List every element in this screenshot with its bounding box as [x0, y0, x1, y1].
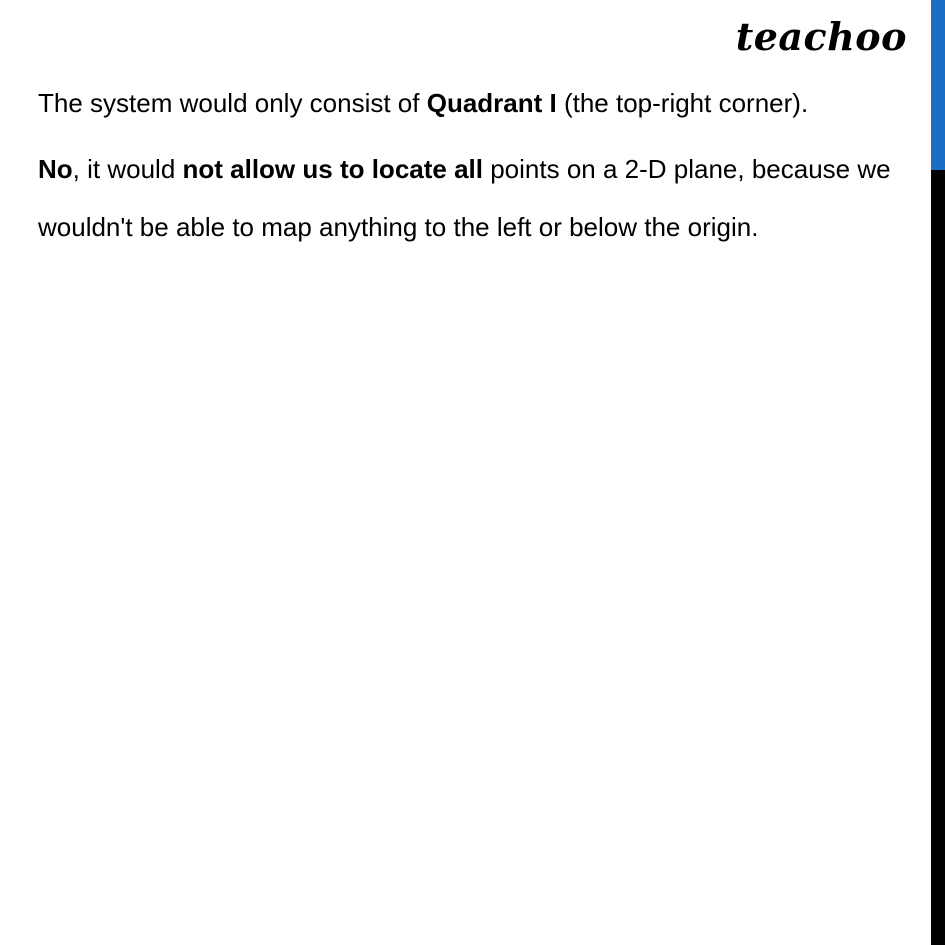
- paragraph-quadrant: [38, 82, 908, 124]
- paragraph-answer: [38, 140, 908, 256]
- quadrant-emphasis: Quadrant I: [426, 88, 557, 118]
- teachoo-logo: teachoo: [735, 14, 907, 59]
- scrollbar-thumb[interactable]: [931, 0, 945, 170]
- answer-content: [38, 82, 908, 256]
- answer-text-1: , it would: [72, 154, 183, 184]
- answer-no-emphasis: No: [38, 154, 73, 184]
- answer-text-2: points on a 2-D plane, because we wouldn't be able to map anything to the left or below the origin.: [38, 154, 891, 242]
- scrollbar[interactable]: [931, 0, 945, 945]
- paragraph-quadrant-text-start: The system would only consist of: [38, 88, 427, 118]
- paragraph-quadrant-text-end: (the top-right corner).: [556, 88, 809, 118]
- answer-key-emphasis: not allow us to locate all: [182, 154, 483, 184]
